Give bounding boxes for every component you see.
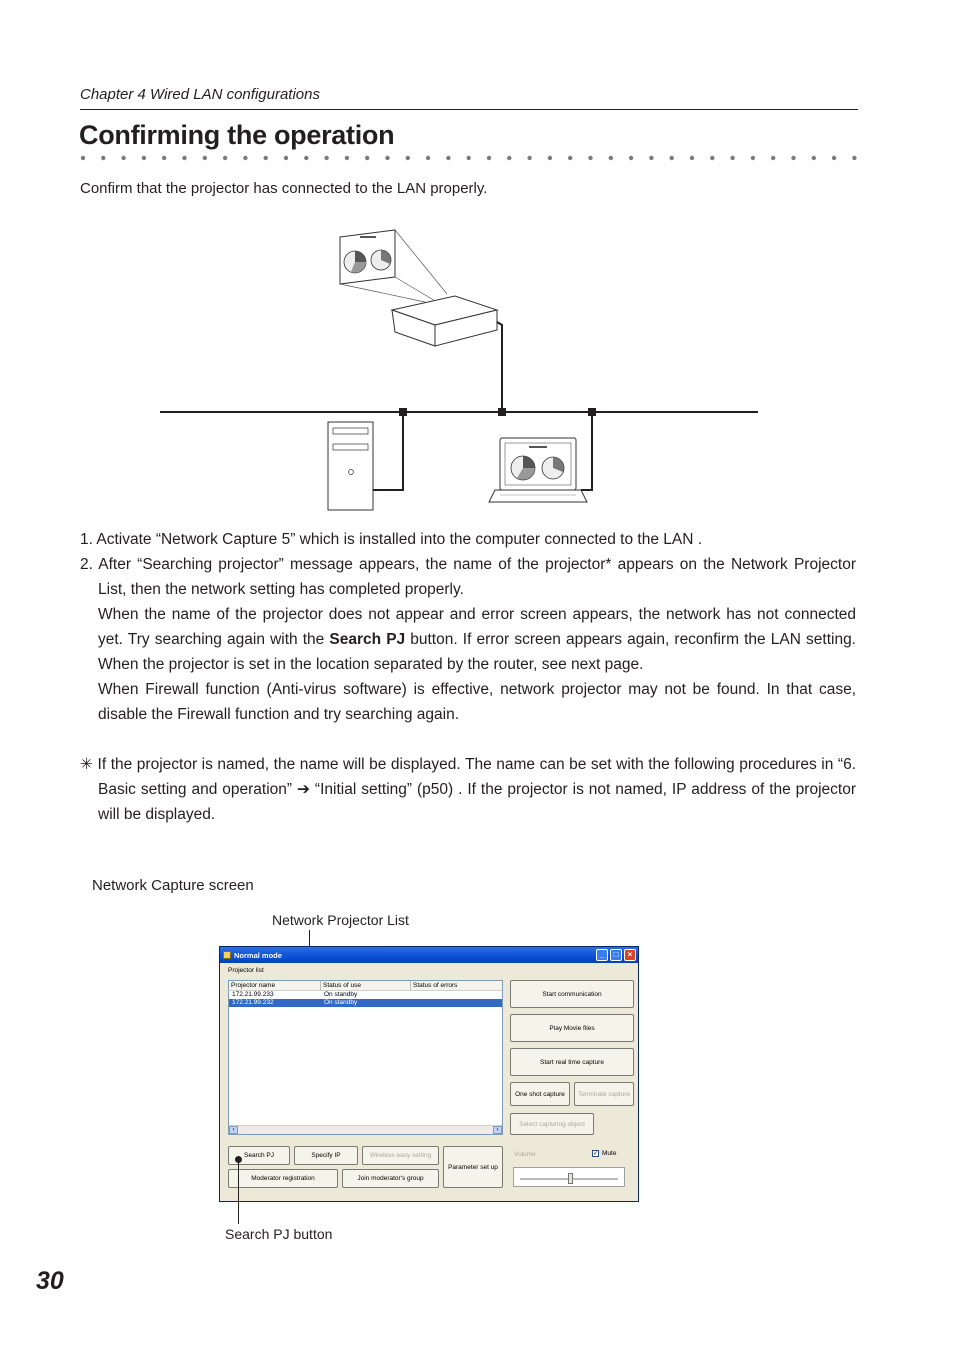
projector-list[interactable]	[228, 980, 503, 1135]
column-status-of-errors[interactable]: Status of errors	[413, 982, 458, 989]
footnote: ✳ If the projector is named, the name will be displayed. The name can be set with the following procedures in “6. Basic setting and operation” ➔ “Initial setting” (p50) . If the projector is not named, IP address of the projector will be displayed.	[80, 756, 856, 823]
parameter-setup-button[interactable]: Parameter set up	[443, 1146, 503, 1188]
column-status-of-use[interactable]: Status of use	[321, 981, 411, 990]
chapter-rule	[80, 109, 858, 110]
screenshot-caption: Network Capture screen	[92, 877, 254, 894]
network-diagram	[155, 222, 765, 517]
step-2-error-note: When the name of the projector does not appear and error screen appears, the network has not connected yet. Try searching again with the Search PJ button. If error screen appears again, reconfirm the LAN setting. When the projector is set in the location separated by the router, see next page.	[98, 606, 856, 673]
search-pj-button[interactable]: Search PJ	[228, 1146, 290, 1165]
table-row[interactable]: 172.21.99.233 On standby	[232, 991, 358, 998]
join-moderator-group-button[interactable]: Join moderator's group	[342, 1169, 439, 1188]
horizontal-scrollbar[interactable]	[229, 1125, 502, 1134]
laptop-icon	[489, 416, 592, 502]
chapter-header: Chapter 4 Wired LAN configurations	[80, 86, 320, 103]
list-header	[229, 981, 502, 991]
callout-projector-list: Network Projector List	[272, 912, 409, 928]
window-titlebar	[220, 947, 638, 963]
wireless-easy-setting-button[interactable]: Wireless easy setting	[362, 1146, 439, 1165]
page-number: 30	[36, 1267, 64, 1295]
instruction-steps	[80, 527, 856, 827]
select-capturing-object-button[interactable]: Select capturing object	[510, 1113, 594, 1135]
real-time-capture-button[interactable]: Start real time capture	[510, 1048, 634, 1076]
search-pj-reference: Search PJ	[329, 631, 406, 648]
checkbox-checked-icon[interactable]: ✓	[593, 1151, 599, 1157]
specify-ip-button[interactable]: Specify IP	[294, 1146, 358, 1165]
projector-list-label: Projector list	[228, 967, 264, 974]
page-title: Confirming the operation	[79, 120, 395, 150]
step-2-firewall-note: When Firewall function (Anti-virus software) is effective, network projector may not be found. In that case, disable the Firewall function and try searching again.	[98, 681, 856, 723]
column-projector-name[interactable]: Projector name	[229, 981, 321, 990]
volume-label: Volume	[514, 1151, 536, 1158]
scroll-right-icon[interactable]: ›	[493, 1126, 502, 1134]
table-row[interactable]: 172.21.99.232 On standby	[229, 999, 502, 1007]
step-1: 1. Activate “Network Capture 5” which is installed into the computer connected to the LAN .	[80, 531, 703, 548]
projection-screen	[340, 230, 447, 302]
start-communication-button[interactable]: Start communication	[510, 980, 634, 1008]
network-capture-window	[219, 946, 639, 1202]
app-icon	[223, 951, 231, 959]
close-icon[interactable]: ×	[624, 949, 636, 961]
mute-label: Mute	[602, 1150, 617, 1157]
window-title: Normal mode	[234, 950, 282, 960]
scroll-left-icon[interactable]: ‹	[229, 1126, 238, 1134]
volume-slider[interactable]	[513, 1167, 625, 1187]
minimize-icon[interactable]: _	[596, 949, 608, 961]
maximize-icon[interactable]: □	[610, 949, 622, 961]
one-shot-capture-button[interactable]: One shot capture	[510, 1082, 570, 1106]
callout-dot-search	[235, 1156, 242, 1163]
terminate-capture-button[interactable]: Terminate capture	[574, 1082, 634, 1106]
step-2: 2. After “Searching projector” message appears, the name of the projector* appears on the Network Projector List, then the network setting has completed properly.	[80, 556, 856, 598]
intro-text: Confirm that the projector has connected to the LAN properly.	[80, 180, 488, 197]
dotted-divider	[80, 154, 858, 162]
play-movie-button[interactable]: Play Movie files	[510, 1014, 634, 1042]
callout-pointer-search	[238, 1160, 239, 1224]
desktop-computer-icon	[328, 416, 403, 510]
projector-icon	[392, 296, 502, 412]
slider-thumb[interactable]	[568, 1173, 573, 1184]
mute-checkbox[interactable]	[592, 1150, 616, 1157]
moderator-registration-button[interactable]: Moderator registration	[228, 1169, 338, 1188]
callout-search-pj: Search PJ button	[225, 1226, 333, 1242]
